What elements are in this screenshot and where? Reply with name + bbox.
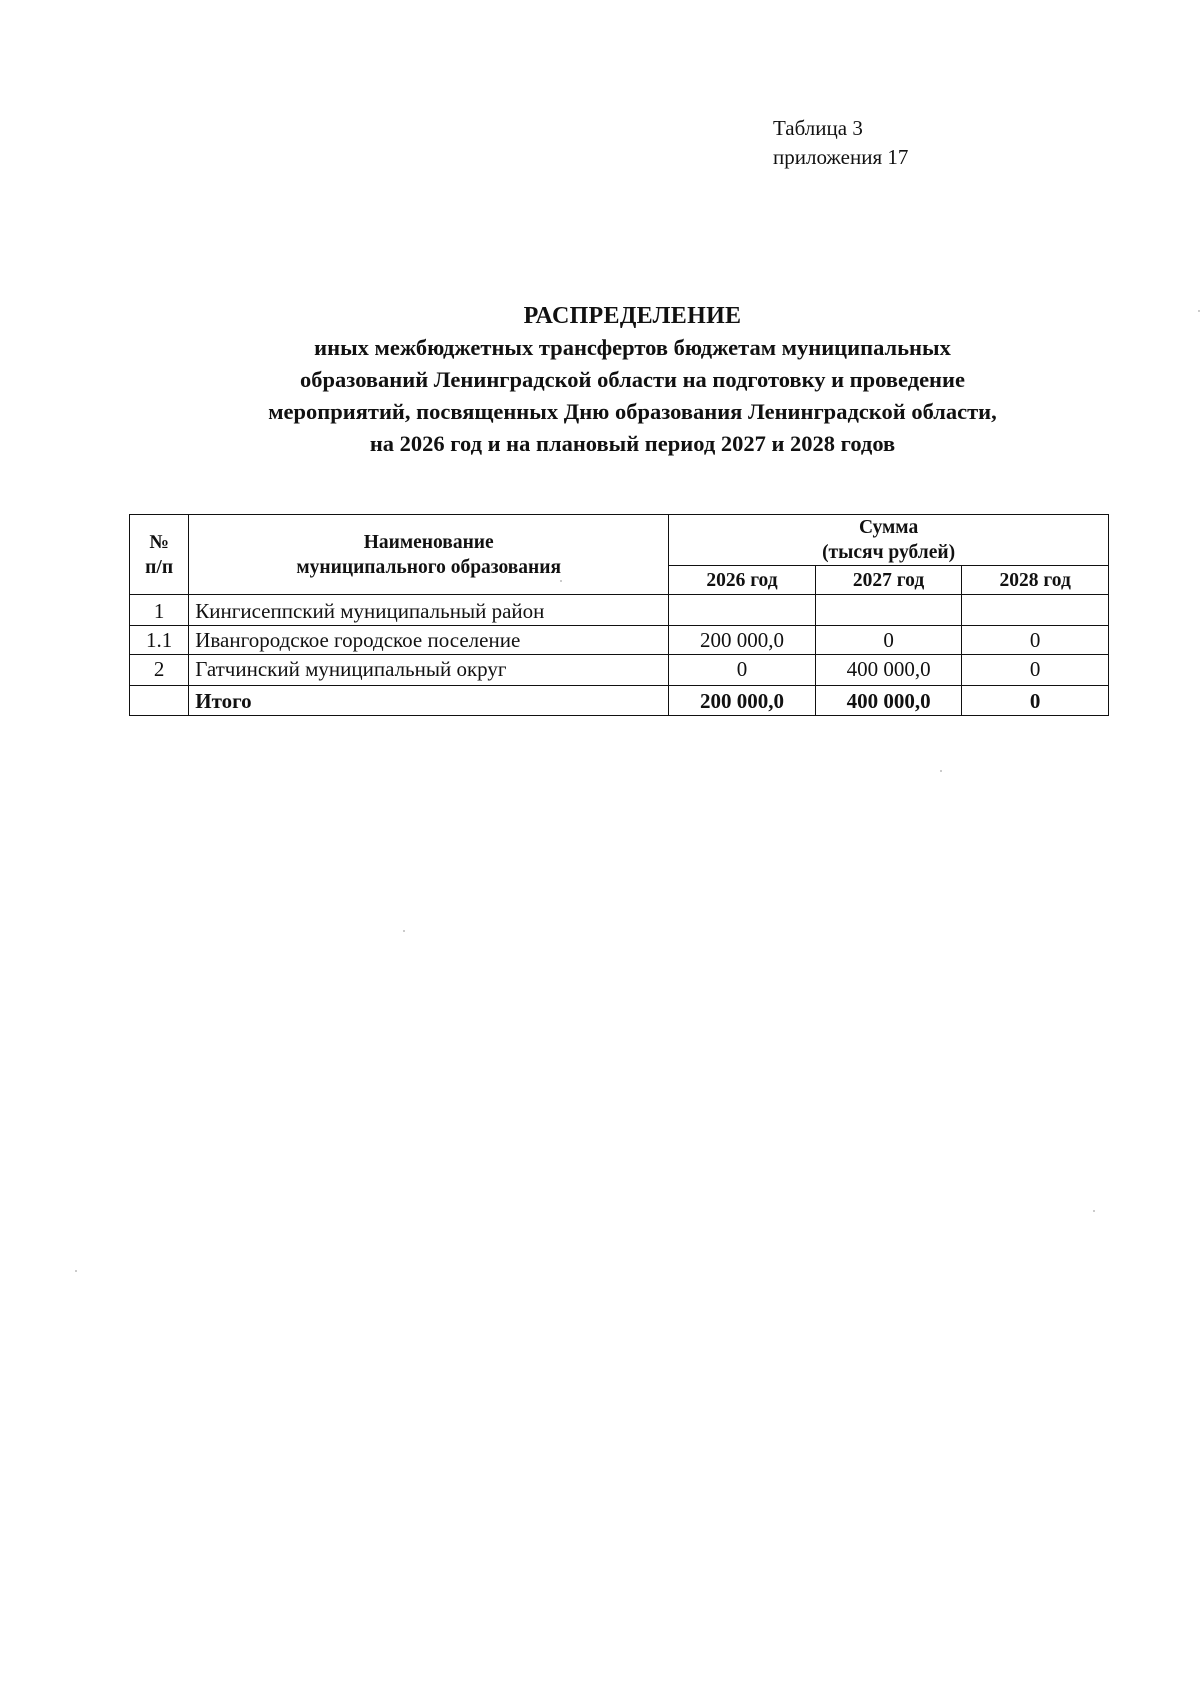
table-total-row xyxy=(130,686,1109,716)
row-number: 1 xyxy=(130,595,189,626)
row-value-2027: 0 xyxy=(815,626,962,655)
row-value-2027 xyxy=(815,595,962,626)
title-line: на 2026 год и на плановый период 2027 и 2028 годов xyxy=(369,431,896,456)
title-heading: РАСПРЕДЕЛЕНИЕ xyxy=(523,303,742,329)
title-line: образований Ленинградской области на подготовку и проведение xyxy=(300,367,965,392)
row-value-2028: 0 xyxy=(962,626,1109,655)
table-row xyxy=(130,655,1109,686)
scan-speck xyxy=(560,580,562,582)
table-row xyxy=(130,626,1109,655)
table-number: Таблица 3 xyxy=(773,116,863,140)
title-line: иных межбюджетных трансфертов бюджетам муниципальных xyxy=(314,335,951,360)
title-line: мероприятий, посвященных Дню образования Ленинградской области, xyxy=(268,399,997,424)
table-header-row xyxy=(130,515,1109,566)
total-value-2028: 0 xyxy=(962,686,1109,716)
row-value-2026 xyxy=(669,595,816,626)
scan-speck xyxy=(403,930,405,932)
row-municipality: Ивангородское городское поселение xyxy=(189,626,669,655)
header-number: № п/п xyxy=(130,515,189,595)
row-number: 2 xyxy=(130,655,189,686)
total-value-2027: 400 000,0 xyxy=(815,686,962,716)
header-sum: Сумма (тысяч рублей) xyxy=(669,515,1109,566)
row-value-2028 xyxy=(962,595,1109,626)
scan-speck xyxy=(1093,1210,1095,1212)
total-label: Итого xyxy=(189,686,669,716)
header-year-2027: 2027 год xyxy=(815,566,962,595)
total-value-2026: 200 000,0 xyxy=(669,686,816,716)
row-value-2026: 0 xyxy=(669,655,816,686)
appendix-number: приложения 17 xyxy=(773,145,909,169)
table-row xyxy=(130,595,1109,626)
row-municipality: Кингисеппский муниципальный район xyxy=(189,595,669,626)
row-value-2026: 200 000,0 xyxy=(669,626,816,655)
scan-speck xyxy=(940,770,942,772)
scan-speck xyxy=(75,1270,77,1272)
document-title xyxy=(100,300,1165,460)
row-municipality: Гатчинский муниципальный округ xyxy=(189,655,669,686)
row-value-2027: 400 000,0 xyxy=(815,655,962,686)
header-year-2026: 2026 год xyxy=(669,566,816,595)
header-municipality-name: Наименование муниципального образования xyxy=(189,515,669,595)
header-year-2028: 2028 год xyxy=(962,566,1109,595)
row-value-2028: 0 xyxy=(962,655,1109,686)
table-reference xyxy=(773,114,908,172)
total-number-cell xyxy=(130,686,189,716)
row-number: 1.1 xyxy=(130,626,189,655)
distribution-table xyxy=(129,514,1109,716)
